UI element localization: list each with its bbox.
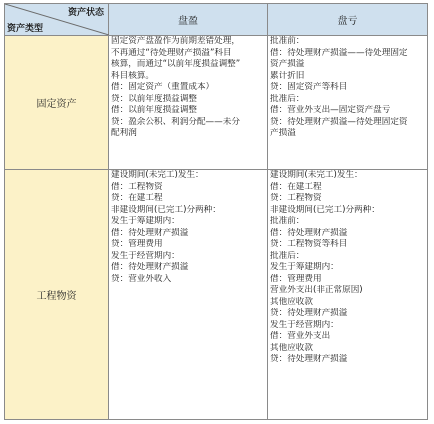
text-line: 贷：在建工程 [111, 193, 163, 203]
cell-engineering-materials-deficit [268, 170, 428, 420]
text-line: 发生于经营期内： [270, 319, 339, 330]
text-line: 核算，而通过“以前年度损益调整” [111, 59, 241, 69]
text-line: 产损溢 [270, 128, 296, 138]
text-line: 贷：盈余公积、利润分配——未分 [111, 116, 240, 127]
text-line: 贷：待处理财产损溢 [270, 354, 348, 364]
text-line: 配利润 [111, 128, 137, 138]
column-header-surplus: 盘盈 [109, 4, 268, 36]
text-line: 借：固定资产（重置成本） [111, 82, 215, 92]
table-row-fixed-assets [5, 36, 428, 170]
text-line: 贷：以前年度损益调整 [111, 93, 197, 104]
text-line: 借：待处理财产损溢 [111, 227, 189, 238]
text-line: 资产损溢 [270, 59, 305, 69]
text-line: 贷：管理费用 [111, 239, 163, 249]
text-line: 贷：待处理财产损溢 [270, 308, 348, 318]
text-line: 固定资产盘盈作为前期差错处理， [111, 36, 240, 46]
text-line: 贷：待处理财产损溢—待处理固定资 [270, 116, 408, 127]
text-line: 不再通过“待处理财产损溢”科目 [111, 47, 232, 58]
text-line: 借：在建工程 [270, 181, 322, 192]
text-line: 贷：工程物资 [270, 193, 322, 203]
text-line: 发生于筹建期内： [270, 262, 339, 272]
table-header-row [5, 4, 428, 36]
text-line: 借：待处理财产损溢 [270, 227, 348, 238]
column-header-deficit: 盘亏 [268, 4, 428, 36]
text-line: 科目核算。 [111, 70, 154, 81]
text-line: 累计折旧 [270, 70, 305, 81]
text-line: 批准后： [270, 93, 305, 104]
row-header-engineering-materials: 工程物资 [5, 170, 109, 420]
text-line: 营业外支出(非正常原因) [270, 285, 363, 295]
text-line: 借：营业外支出—固定资产盘亏 [270, 105, 391, 115]
accounting-table-container [4, 3, 427, 420]
text-line: 批准前： [270, 216, 305, 226]
text-line: 借：待处理财产损溢 [111, 262, 189, 272]
text-line: 借：待处理财产损溢——待处理固定 [270, 47, 408, 58]
text-line: 借：以前年度损益调整 [111, 105, 197, 115]
text-line: 批准后： [270, 250, 305, 261]
text-line: 发生于筹建期内： [111, 216, 180, 226]
text-line: 批准前： [270, 36, 305, 46]
corner-header-cell [5, 4, 109, 36]
text-line: 建设期间(未完工)发生： [270, 170, 363, 180]
text-line: 发生于经营期内： [111, 250, 180, 261]
text-line: 借：营业外支出 [270, 331, 331, 341]
text-line: 贷：营业外收入 [111, 273, 172, 284]
text-line: 其他应收款 [270, 342, 313, 353]
text-line: 其他应收款 [270, 296, 313, 307]
row-header-fixed-assets: 固定资产 [5, 36, 109, 170]
table-row-engineering-materials [5, 170, 428, 420]
text-line: 非建设期间(已完工)分两种： [270, 204, 380, 215]
cell-engineering-materials-surplus [109, 170, 268, 420]
text-line: 贷：固定资产等科目 [270, 82, 348, 92]
text-line: 非建设期间(已完工)分两种： [111, 204, 221, 215]
cell-fixed-assets-deficit [268, 36, 428, 170]
text-line: 借：管理费用 [270, 273, 322, 284]
corner-label-status: 资产状态 [67, 8, 104, 18]
text-line: 贷：工程物资等科目 [270, 239, 348, 249]
text-line: 建设期间(未完工)发生： [111, 170, 204, 180]
text-line: 借：工程物资 [111, 181, 163, 192]
cell-fixed-assets-surplus [109, 36, 268, 170]
asset-inventory-table [4, 3, 428, 420]
corner-label-type: 资产类型 [7, 24, 44, 34]
